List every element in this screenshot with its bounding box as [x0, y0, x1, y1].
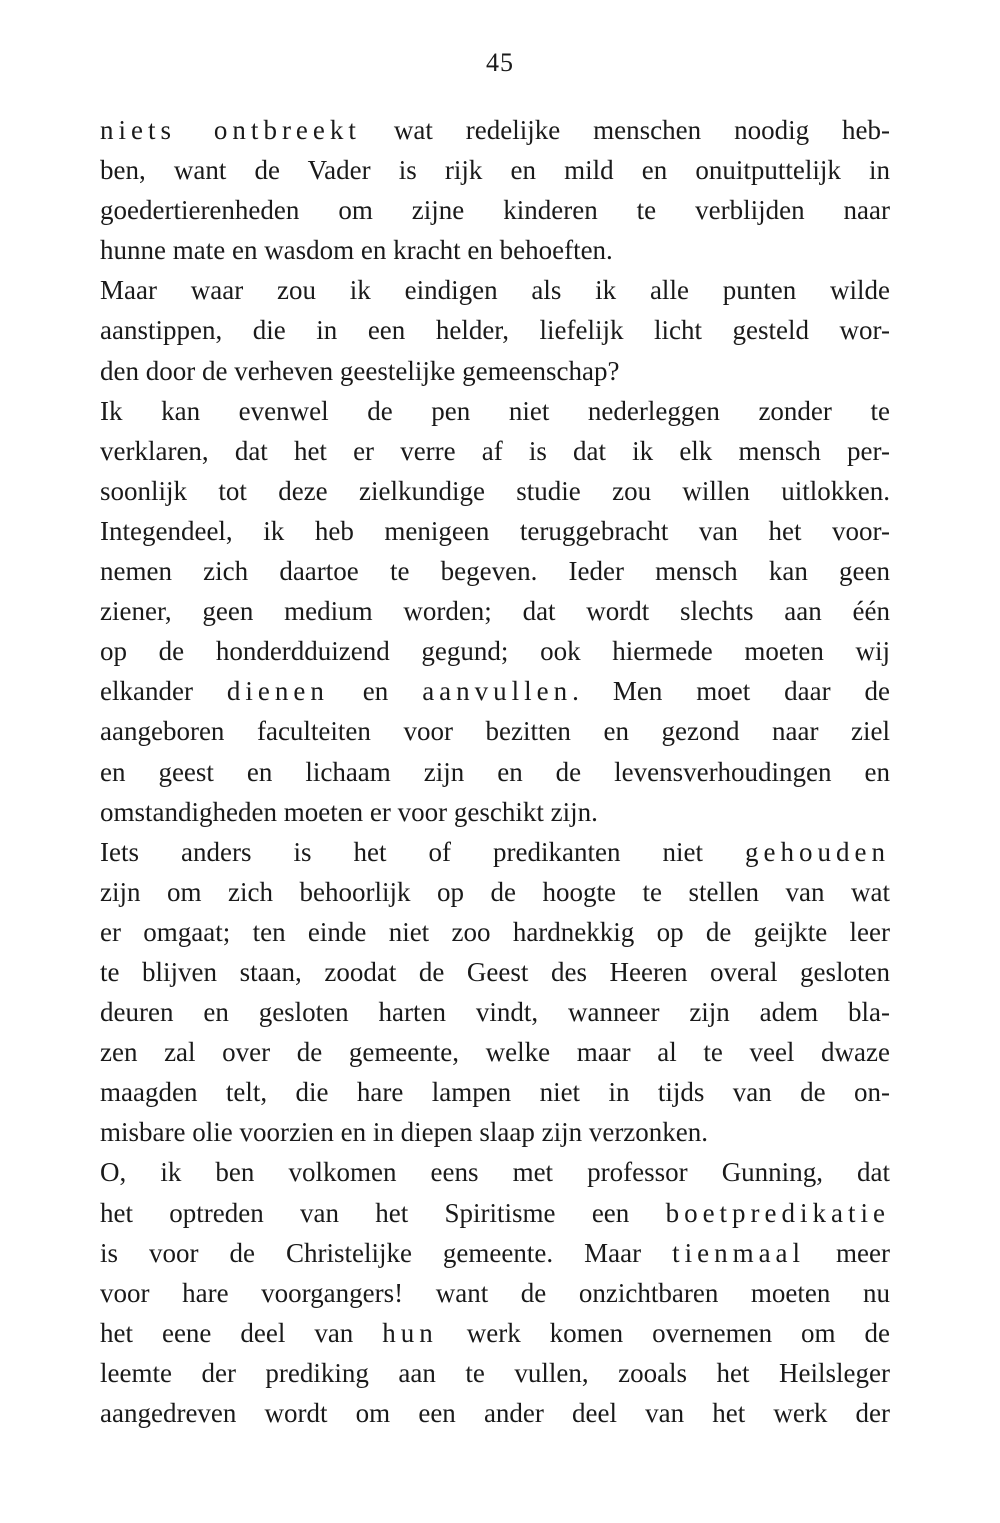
text-segment: soonlijk tot deze zielkundige studie zou willen uitlokken.	[100, 475, 890, 506]
text-segment: aanstippen, die in een helder, liefelijk licht gesteld wor-	[100, 315, 890, 346]
text-segment: werk komen overnemen om de	[437, 1317, 890, 1348]
page-number: 45	[486, 48, 514, 77]
text-segment: is voor de Christelijke gemeente. Maar	[100, 1237, 673, 1268]
text-segment: omstandigheden moeten er voor geschikt zijn.	[100, 796, 598, 827]
text-line	[100, 631, 890, 671]
text-segment: Iets anders is het of predikanten niet	[100, 836, 746, 867]
text-segment: elkander	[100, 676, 227, 707]
text-segment: er omgaat; ten einde niet zoo hardnekkig op de geijkte leer	[100, 916, 890, 947]
text-line	[100, 1152, 890, 1192]
emphasized-text: niets ontbreekt	[100, 115, 361, 145]
text-line	[100, 912, 890, 952]
text-line	[100, 270, 890, 310]
text-segment: het optreden van het Spiritisme een	[100, 1197, 666, 1228]
text-segment: misbare olie voorzien en in diepen slaap zijn verzonken.	[100, 1117, 709, 1148]
text-line	[100, 952, 890, 992]
text-segment: en geest en lichaam zijn en de levensverhoudingen en	[100, 756, 890, 787]
text-segment: deuren en gesloten harten vindt, wanneer zijn adem bla-	[100, 997, 890, 1028]
text-segment: en	[328, 676, 423, 707]
text-line	[100, 711, 890, 751]
text-segment: hunne mate en wasdom en kracht en behoeften.	[100, 235, 613, 266]
text-line	[100, 310, 890, 350]
text-line	[100, 391, 890, 431]
text-segment: nemen zich daartoe te begeven. Ieder mensch kan geen	[100, 556, 890, 587]
text-line	[100, 1353, 890, 1393]
text-segment: voor hare voorgangers! want de onzichtbaren moeten nu	[100, 1277, 890, 1308]
emphasized-text: aanvullen	[422, 676, 573, 707]
text-line	[100, 511, 890, 551]
text-segment: aangeboren faculteiten voor bezitten en gezond naar ziel	[100, 716, 890, 747]
text-segment: Integendeel, ik heb menigeen teruggebracht van het voor-	[100, 515, 890, 546]
emphasized-text: hun	[382, 1317, 438, 1348]
text-line	[100, 1233, 890, 1273]
text-segment: wat redelijke menschen noodig heb-	[360, 115, 890, 145]
text-line	[100, 832, 890, 872]
text-line	[100, 591, 890, 631]
text-segment: aangedreven wordt om een ander deel van het werk der	[100, 1398, 890, 1428]
text-segment: goedertierenheden om zijne kinderen te verblijden naar	[100, 195, 890, 226]
text-segment: meer	[805, 1237, 890, 1268]
text-line	[100, 992, 890, 1032]
text-segment: ben, want de Vader is rijk en mild en onuitputtelijk in	[100, 155, 890, 186]
text-segment: het eene deel van	[100, 1317, 383, 1348]
text-segment: Maar waar zou ik eindigen als ik alle punten wilde	[100, 275, 890, 306]
text-segment: zen zal over de gemeente, welke maar al te veel dwaze	[100, 1037, 890, 1068]
text-segment: den door de verheven geestelijke gemeenschap?	[100, 355, 620, 386]
text-segment: maagden telt, die hare lampen niet in tijds van de on-	[100, 1077, 890, 1108]
text-segment: verklaren, dat het er verre af is dat ik elk mensch per-	[100, 435, 890, 466]
text-line	[100, 1313, 890, 1353]
text-line	[100, 1112, 890, 1152]
emphasized-text: boetpredikatie	[665, 1197, 890, 1228]
text-line	[100, 471, 890, 511]
text-segment: ziener, geen medium worden; dat wordt slechts aan één	[100, 596, 890, 627]
text-segment: Ik kan evenwel de pen niet nederleggen zonder te	[100, 395, 890, 426]
text-line	[100, 230, 890, 270]
text-segment: te blijven staan, zoodat de Geest des Heeren overal gesloten	[100, 956, 890, 987]
text-line	[100, 872, 890, 912]
text-line	[100, 110, 890, 150]
text-line	[100, 752, 890, 792]
text-segment: leemte der prediking aan te vullen, zooals het Heilsleger	[100, 1357, 890, 1388]
text-segment: O, ik ben volkomen eens met professor Gunning, dat	[100, 1157, 890, 1188]
text-line	[100, 1193, 890, 1233]
text-line	[100, 551, 890, 591]
emphasized-text: dienen	[226, 676, 329, 707]
text-line	[100, 1273, 890, 1313]
body-text	[100, 110, 890, 1433]
text-segment: zijn om zich behoorlijk op de hoogte te stellen van wat	[100, 876, 890, 907]
text-line	[100, 1072, 890, 1112]
text-line	[100, 1393, 890, 1433]
text-segment: . Men moet daar de	[572, 676, 891, 707]
text-line	[100, 190, 890, 230]
emphasized-text: gehouden	[745, 836, 890, 867]
text-segment: op de honderdduizend gegund; ook hiermede moeten wij	[100, 636, 890, 667]
text-line	[100, 671, 890, 711]
text-line	[100, 150, 890, 190]
text-line	[100, 431, 890, 471]
text-line	[100, 351, 890, 391]
text-line	[100, 792, 890, 832]
text-line	[100, 1032, 890, 1072]
emphasized-text: tienmaal	[672, 1237, 806, 1268]
